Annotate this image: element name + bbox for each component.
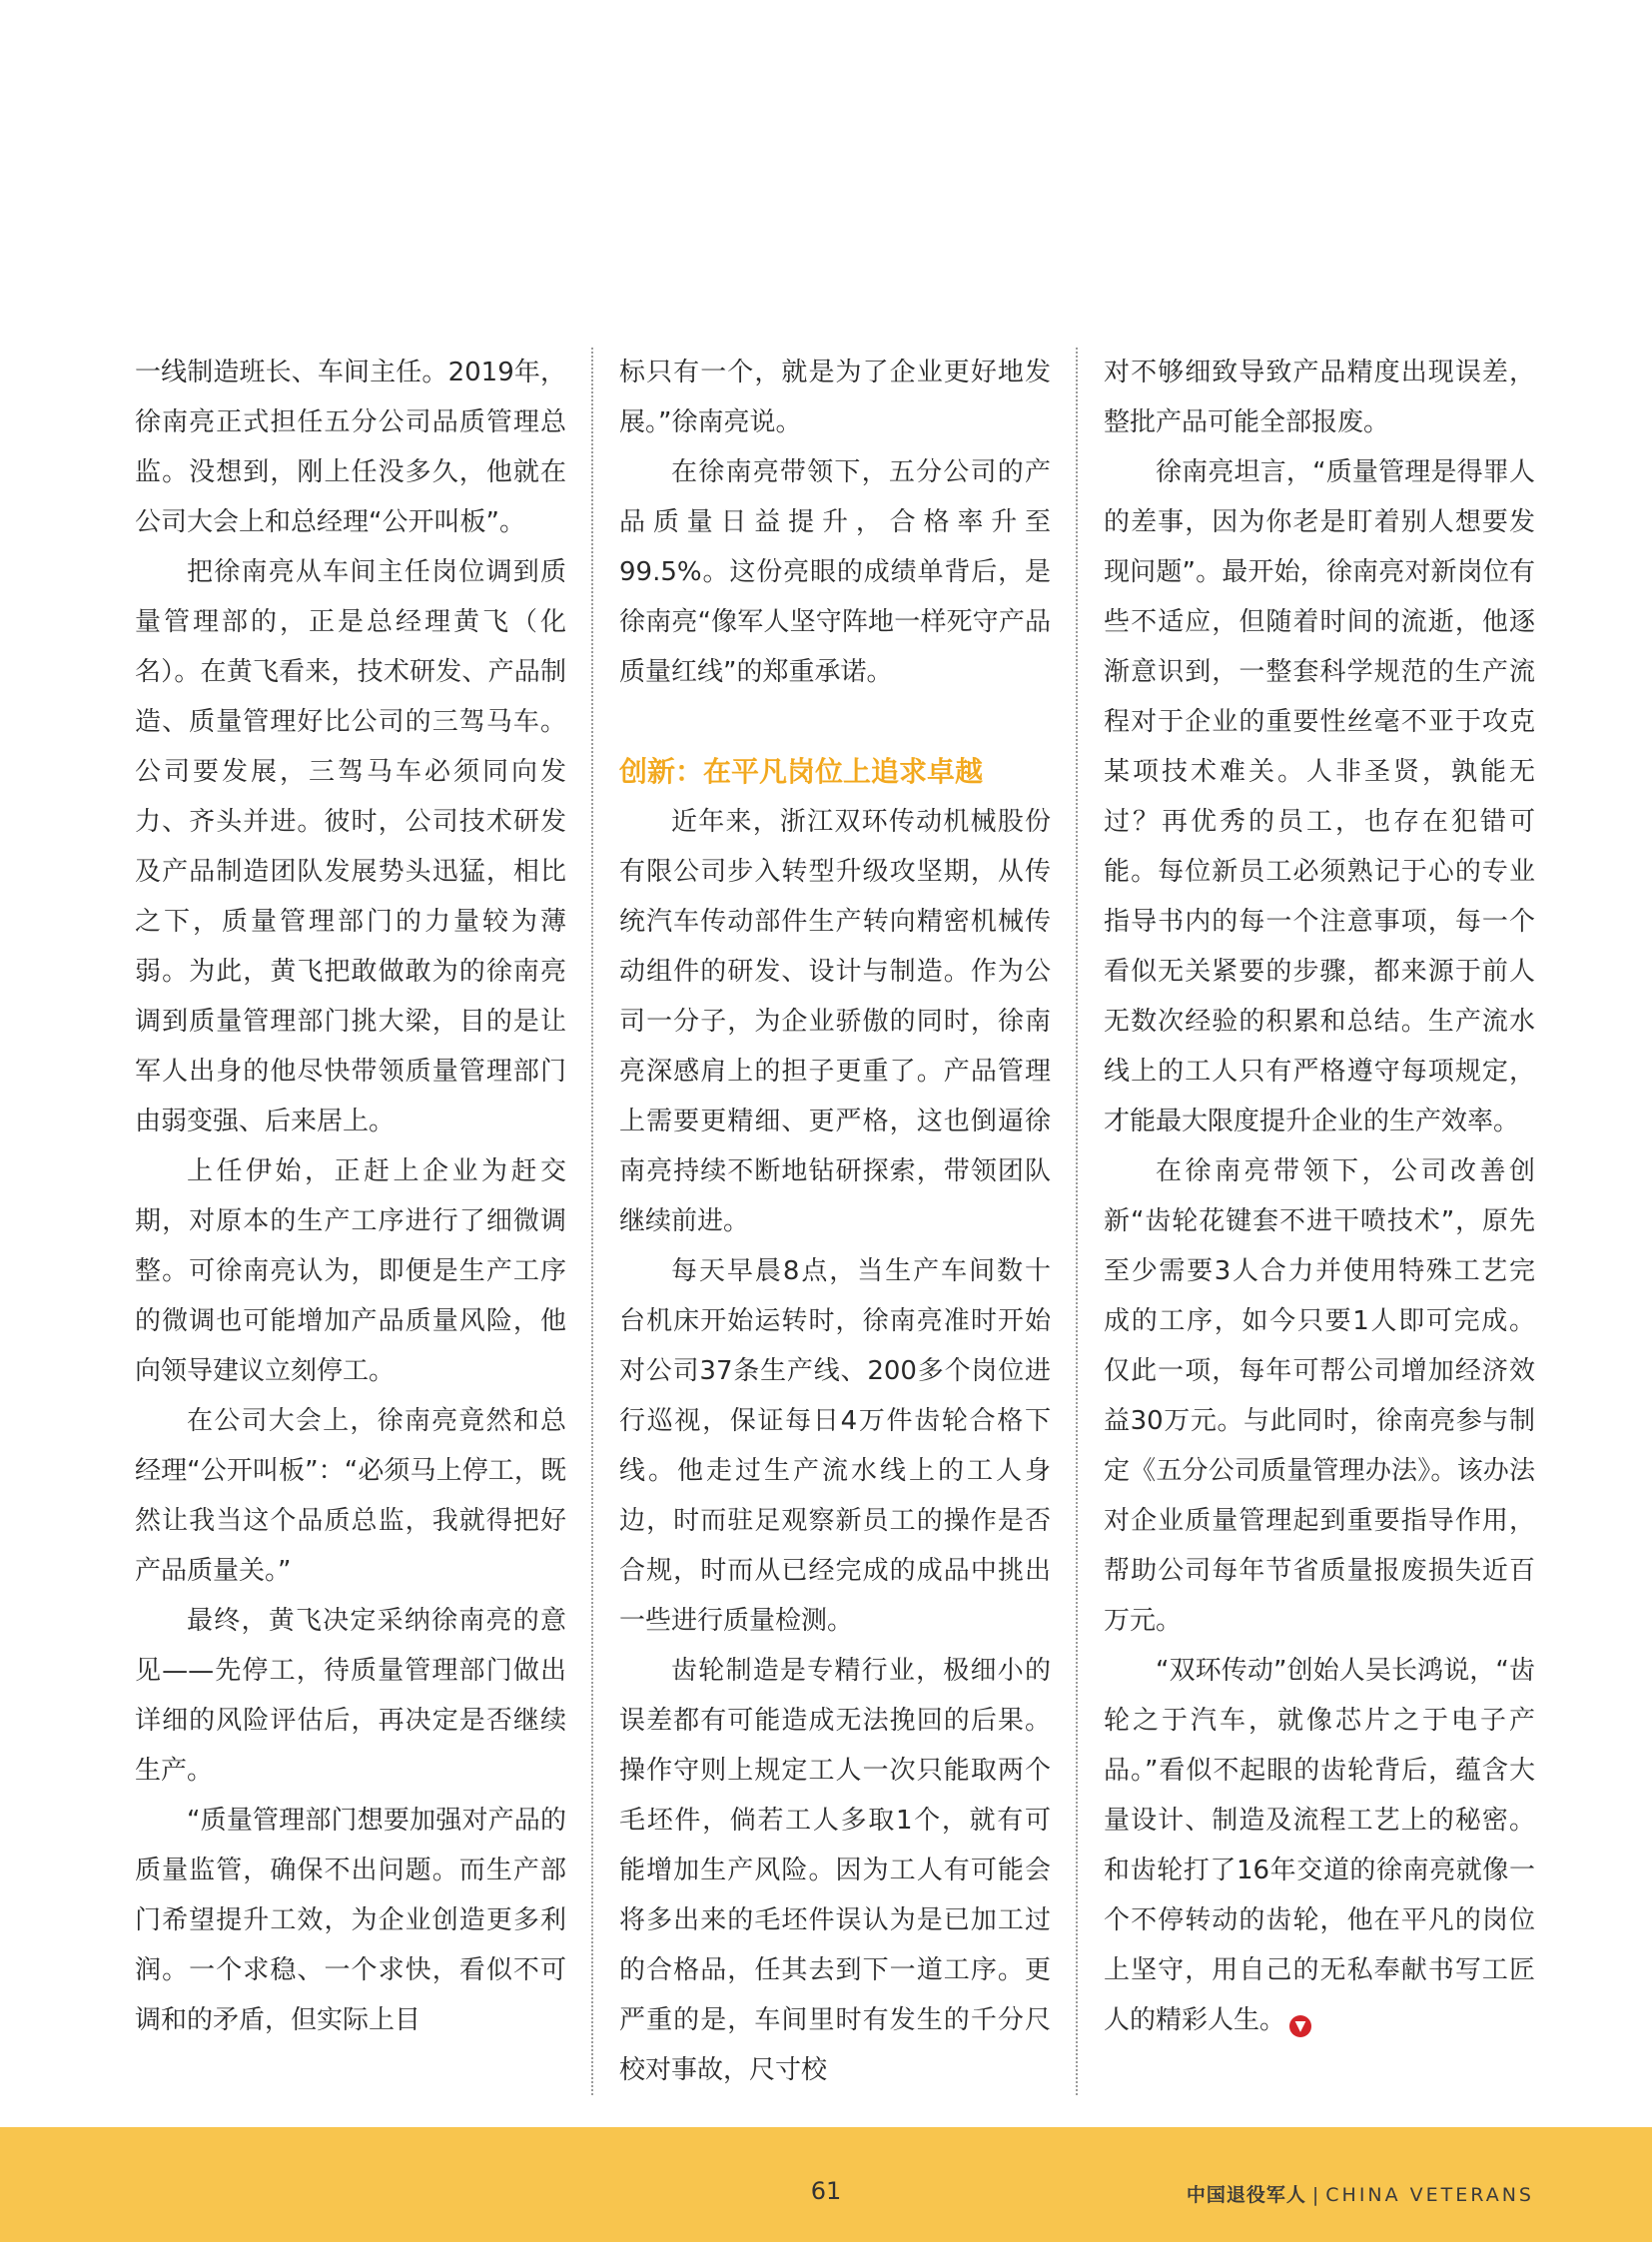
paragraph: 一线制造班长、车间主任。2019年，徐南亮正式担任五分公司品质管理总监。没想到，刚上任没多久，他就在公司大会上和总经理“公开叫板”。: [135, 358, 566, 537]
paragraph: 对不够细致导致产品精度出现误差，整批产品可能全部报废。: [1104, 358, 1535, 437]
column-divider: [591, 348, 593, 2095]
paragraph: 在徐南亮带领下，公司改善创新“齿轮花键套不进干喷技术”，原先至少需要3人合力并使用特殊工艺完成的工序，如今只要1人即可完成。仅此一项，每年可帮公司增加经济效益30万元。与此同时，徐南亮参与制定《五分公司质量管理办法》。该办法对企业质量管理起到重要指导作用，帮助公司每年节省质量报废损失近百万元。: [1104, 1156, 1535, 1636]
section-heading: 创新：在平凡岗位上追求卓越: [619, 755, 984, 788]
paragraph: 近年来，浙江双环传动机械股份有限公司步入转型升级攻坚期，从传统汽车传动部件生产转向精密机械传动组件的研发、设计与制造。作为公司一分子，为企业骄傲的同时，徐南亮深感肩上的担子更重了。产品管理上需要更精细、更严格，这也倒逼徐南亮持续不断地钻研探索，带领团队继续前进。: [619, 807, 1051, 1236]
paragraph: 标只有一个，就是为了企业更好地发展。”徐南亮说。: [619, 358, 1051, 437]
brand-separator: |: [1311, 2184, 1320, 2206]
magazine-brand: [1187, 2180, 1534, 2207]
article-column-3: [1104, 348, 1535, 2045]
paragraph: 把徐南亮从车间主任岗位调到质量管理部的，正是总经理黄飞（化名）。在黄飞看来，技术研发、产品制造、质量管理好比公司的三驾马车。公司要发展，三驾马车必须同向发力、齐头并进。彼时，公司技术研发及产品制造团队发展势头迅猛，相比之下，质量管理部门的力量较为薄弱。为此，黄飞把敢做敢为的徐南亮调到质量管理部门挑大梁，目的是让军人出身的他尽快带领质量管理部门由弱变强、后来居上。: [135, 557, 566, 1136]
paragraph: “质量管理部门想要加强对产品的质量监管，确保不出问题。而生产部门希望提升工效，为企业创造更多利润。一个求稳、一个求快，看似不可调和的矛盾，但实际上目: [135, 1806, 566, 2035]
paragraph: 齿轮制造是专精行业，极细小的误差都有可能造成无法挽回的后果。操作守则上规定工人一次只能取两个毛坯件，倘若工人多取1个，就有可能增加生产风险。因为工人有可能会将多出来的毛坯件误认为是已加工过的合格品，任其去到下一道工序。更严重的是，车间里时有发生的千分尺校对事故，尺寸校: [619, 1656, 1051, 2085]
paragraph: 在徐南亮带领下，五分公司的产品质量日益提升，合格率升至99.5%。这份亮眼的成绩单背后，是徐南亮“像军人坚守阵地一样死守产品质量红线”的郑重承诺。: [619, 457, 1051, 687]
paragraph: 在公司大会上，徐南亮竟然和总经理“公开叫板”：“必须马上停工，既然让我当这个品质总监，我就得把好产品质量关。”: [135, 1406, 566, 1586]
paragraph: 上任伊始，正赶上企业为赶交期，对原本的生产工序进行了细微调整。可徐南亮认为，即便是生产工序的微调也可能增加产品质量风险，他向领导建议立刻停工。: [135, 1156, 566, 1386]
article-column-2: [619, 348, 1051, 2095]
paragraph: 徐南亮坦言，“质量管理是得罪人的差事，因为你老是盯着别人想要发现问题”。最开始，徐南亮对新岗位有些不适应，但随着时间的流逝，他逐渐意识到，一整套科学规范的生产流程对于企业的重要性丝毫不亚于攻克某项技术难关。人非圣贤，孰能无过？再优秀的员工，也存在犯错可能。每位新员工必须熟记于心的专业指导书内的每一个注意事项，每一个看似无关紧要的步骤，都来源于前人无数次经验的积累和总结。生产流水线上的工人只有严格遵守每项规定，才能最大限度提升企业的生产效率。: [1104, 457, 1535, 1136]
magazine-name-cn: 中国退役军人: [1186, 2184, 1306, 2206]
end-mark-icon: ▼: [1289, 2015, 1311, 2037]
column-divider: [1076, 348, 1078, 2095]
paragraph-text: “双环传动”创始人吴长鸿说，“齿轮之于汽车，就像芯片之于电子产品。”看似不起眼的齿轮背后，蕴含大量设计、制造及流程工艺上的秘密。和齿轮打了16年交道的徐南亮就像一个不停转动的齿轮，他在平凡的岗位上坚守，用自己的无私奉献书写工匠人的精彩人生。: [1104, 1656, 1535, 2035]
paragraph: 每天早晨8点，当生产车间数十台机床开始运转时，徐南亮准时开始对公司37条生产线、200多个岗位进行巡视，保证每日4万件齿轮合格下线。他走过生产流水线上的工人身边，时而驻足观察新员工的操作是否合规，时而从已经完成的成品中挑出一些进行质量检测。: [619, 1256, 1051, 1636]
page-number: 61: [810, 2177, 842, 2205]
article-column-1: [135, 348, 566, 2045]
magazine-name-en: CHINA VETERANS: [1325, 2184, 1534, 2206]
paragraph: 最终，黄飞决定采纳徐南亮的意见——先停工，待质量管理部门做出详细的风险评估后，再决定是否继续生产。: [135, 1606, 566, 1786]
last-paragraph: [1104, 1646, 1535, 2045]
